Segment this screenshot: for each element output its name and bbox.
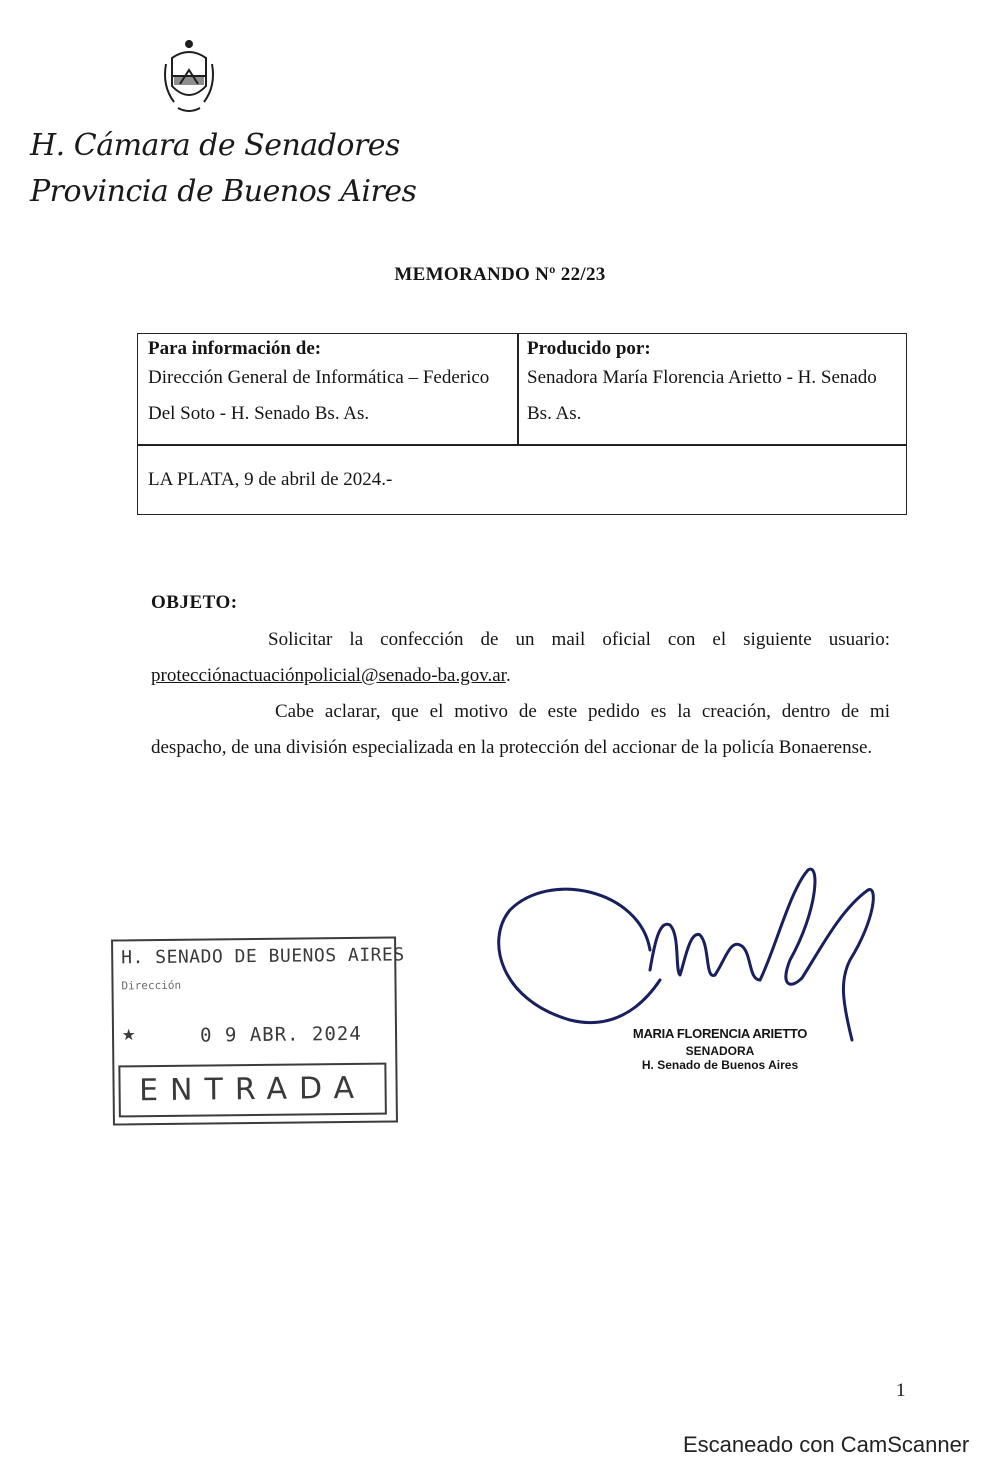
place-date: LA PLATA, 9 de abril de 2024.-	[148, 469, 393, 490]
paragraph-request	[151, 622, 890, 694]
signer-name: MARIA FLORENCIA ARIETTO	[632, 1026, 808, 1041]
page-number: 1	[896, 1380, 906, 1401]
objeto-label: OBJETO:	[151, 592, 238, 613]
stamp-entrada: ENTRADA	[118, 1063, 387, 1118]
request-text: Solicitar la confección de un mail oficial con el siguiente usuario:	[268, 629, 890, 650]
recipient-cell	[148, 338, 508, 432]
producer-text: Senadora María Florencia Arietto - H. Senado Bs. As.	[527, 367, 877, 424]
handwritten-signature	[490, 850, 890, 1050]
signer-institution: H. Senado de Buenos Aires	[641, 1058, 799, 1072]
stamp-subtitle: Dirección	[121, 978, 182, 993]
stamp-title: H. SENADO DE BUENOS AIRES	[121, 944, 405, 969]
letterhead-province: Provincia de Buenos Aires	[30, 174, 417, 209]
entry-stamp	[111, 937, 405, 1126]
recipient-heading: Para información de:	[148, 338, 322, 359]
producer-heading: Producido por:	[527, 338, 651, 359]
signer-role: SENADORA	[685, 1044, 755, 1058]
request-end: .	[505, 665, 511, 686]
info-table	[137, 333, 907, 515]
stamp-date: 0 9 ABR. 2024	[199, 1022, 362, 1047]
table-divider-vertical	[517, 334, 519, 444]
recipient-text: Dirección General de Informática – Federico Del Soto - H. Senado Bs. As.	[148, 367, 490, 424]
coat-of-arms-emblem	[160, 36, 218, 116]
producer-cell	[527, 338, 897, 432]
table-divider-horizontal	[138, 444, 906, 446]
memo-title: MEMORANDO Nº 22/23	[394, 264, 606, 285]
star-icon: ★	[121, 1021, 136, 1047]
paragraph-clarification: Cabe aclarar, que el motivo de este pedido es la creación, dentro de mi despacho, de una división especializada en la protección del accionar de la policía Bonaerense.	[151, 701, 890, 758]
email-link[interactable]: protecciónactuaciónpolicial@senado-ba.gov.ar	[151, 665, 506, 686]
scanner-footer: Escaneado con CamScanner	[683, 1432, 970, 1457]
letterhead-chamber: H. Cámara de Senadores	[30, 128, 400, 163]
